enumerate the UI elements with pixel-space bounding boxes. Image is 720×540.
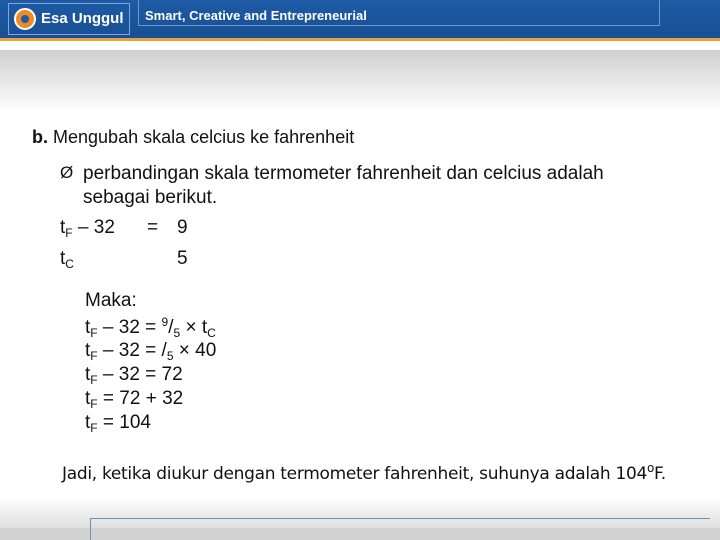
f-subscript: F (90, 349, 98, 363)
step-1-sup: 9 (161, 315, 169, 329)
c-subscript: C (65, 257, 74, 271)
slide-heading (32, 127, 354, 148)
bullet-text-line-1: perbandingan skala termometer fahrenheit dan celcius adalah (83, 163, 604, 184)
conclusion-main: Jadi, ketika diukur dengan termometer fahrenheit, suhunya adalah 104 (62, 464, 647, 484)
arrow-bullet-icon: Ø (60, 163, 74, 182)
ratio-numerator (60, 217, 115, 240)
step-2-slash: / (161, 340, 167, 361)
f-subscript: F (90, 397, 98, 411)
f-subscript: F (65, 226, 73, 240)
step-2-rest: × 40 (173, 340, 217, 361)
step-2-text: – 32 = (97, 340, 162, 361)
step-2-sub: 5 (166, 349, 174, 363)
step-1-text: – 32 = (97, 317, 162, 338)
step-5-text: = 104 (97, 412, 151, 433)
step-1-sub: 5 (173, 326, 181, 340)
f-subscript: F (90, 373, 98, 387)
bullet-text-line-2: sebagai berikut. (83, 187, 218, 208)
logo-text: Esa Unggul (41, 10, 124, 27)
conclusion-unit: F. (654, 464, 666, 484)
t-symbol: t (60, 248, 66, 269)
t-symbol: t (60, 217, 66, 238)
tagline: Smart, Creative and Entrepreneurial (145, 8, 367, 23)
degree-sup: o (647, 461, 655, 475)
step-5 (85, 412, 151, 435)
ratio-denominator (60, 248, 74, 271)
c-subscript: C (207, 326, 216, 340)
ratio-equals: = (147, 217, 159, 238)
step-1-times: × t (180, 317, 208, 338)
step-3-text: – 32 = 72 (97, 364, 183, 385)
t-symbol: t (85, 364, 91, 385)
step-1-slash: / (168, 317, 174, 338)
t-symbol: t (85, 388, 91, 409)
ratio-five: 5 (177, 248, 188, 269)
ratio-nine: 9 (177, 217, 188, 238)
f-subscript: F (90, 421, 98, 435)
step-4 (85, 388, 183, 411)
minus-32: – 32 (72, 217, 115, 238)
step-4-text: = 72 + 32 (97, 388, 184, 409)
t-symbol: t (85, 317, 91, 338)
step-1 (85, 315, 216, 340)
step-2 (85, 340, 216, 363)
heading-prefix: b. (32, 127, 48, 147)
t-symbol: t (85, 412, 91, 433)
heading-text: Mengubah skala celcius ke fahrenheit (53, 127, 355, 147)
step-3 (85, 364, 183, 387)
t-symbol: t (85, 340, 91, 361)
conclusion-text (62, 461, 666, 484)
f-subscript: F (90, 326, 98, 340)
maka-label: Maka: (85, 290, 137, 311)
